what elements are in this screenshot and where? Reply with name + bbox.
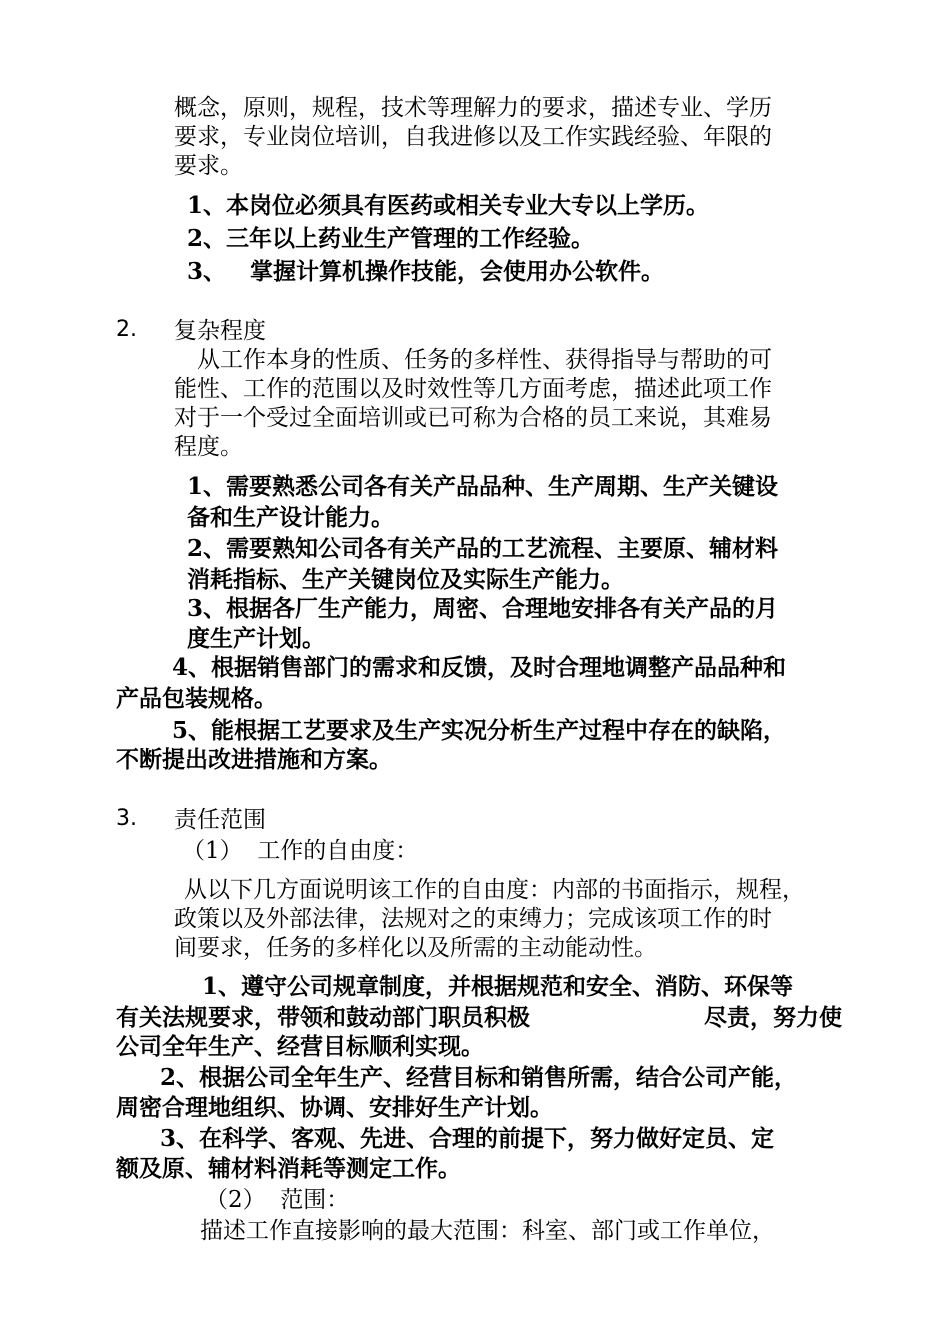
paragraph-line: 间要求，任务的多样化以及所需的主动能动性。 <box>174 935 657 961</box>
list-item: 备和生产设计能力。 <box>187 504 394 531</box>
list-item: 2、三年以上药业生产管理的工作经验。 <box>187 225 595 252</box>
list-item: 周密合理地组织、协调、安排好生产计划。 <box>116 1094 553 1121</box>
section-title: 责任范围 <box>174 807 266 833</box>
section-number: 2. <box>116 317 137 342</box>
paragraph-line: 能性、工作的范围以及时效性等几方面考虑，描述此项工作 <box>174 376 772 402</box>
list-item: 3、根据各厂生产能力，周密、合理地安排各有关产品的月 <box>187 595 779 622</box>
subsection-title: （1） 工作的自由度： <box>182 838 419 864</box>
list-item: 3、在科学、客观、先进、合理的前提下，努力做好定员、定 <box>160 1125 775 1152</box>
list-item: 1、需要熟悉公司各有关产品品种、生产周期、生产关键设 <box>187 473 779 500</box>
list-item: 5、能根据工艺要求及生产实况分析生产过程中存在的缺陷， <box>172 717 787 744</box>
list-item: 额及原、辅材料消耗等测定工作。 <box>116 1155 461 1182</box>
paragraph-line: 程度。 <box>174 434 243 460</box>
paragraph-line: 对于一个受过全面培训或已可称为合格的员工来说，其难易 <box>174 405 772 431</box>
list-item: 2、根据公司全年生产、经营目标和销售所需，结合公司产能， <box>160 1064 798 1091</box>
paragraph-line: 从以下几方面说明该工作的自由度：内部的书面指示，规程， <box>184 877 805 903</box>
list-item: 2、需要熟知公司各有关产品的工艺流程、主要原、辅材料 <box>187 535 779 562</box>
subsection-title: （2） 范围： <box>205 1187 350 1213</box>
paragraph-line: 要求。 <box>174 153 243 179</box>
section-number: 3. <box>116 806 137 831</box>
paragraph-line: 要求，专业岗位培训，自我进修以及工作实践经验、年限的 <box>174 124 772 150</box>
list-item: 尽责，努力使 <box>704 1004 842 1031</box>
section-title: 复杂程度 <box>174 318 266 344</box>
list-item: 产品包装规格。 <box>116 685 277 712</box>
paragraph-line: 描述工作直接影响的最大范围：科室、部门或工作单位， <box>200 1218 775 1244</box>
list-item: 公司全年生产、经营目标顺利实现。 <box>116 1033 484 1060</box>
list-item: 有关法规要求，带领和鼓动部门职员积极 <box>116 1004 530 1031</box>
paragraph-line: 概念，原则，规程，技术等理解力的要求，描述专业、学历 <box>174 95 772 121</box>
list-item: 1、本岗位必须具有医药或相关专业大专以上学历。 <box>187 192 710 219</box>
list-item: 1、遵守公司规章制度，并根据规范和安全、消防、环保等 <box>202 973 794 1000</box>
list-item: 不断提出改进措施和方案。 <box>116 746 392 773</box>
list-item: 4、根据销售部门的需求和反馈，及时合理地调整产品品种和 <box>172 654 787 681</box>
list-item: 3、 掌握计算机操作技能，会使用办公软件。 <box>187 258 665 285</box>
list-item: 度生产计划。 <box>187 625 325 652</box>
list-item: 消耗指标、生产关键岗位及实际生产能力。 <box>187 566 624 593</box>
paragraph-line: 政策以及外部法律，法规对之的束缚力；完成该项工作的时 <box>174 906 772 932</box>
paragraph-line: 从工作本身的性质、任务的多样性、获得指导与帮助的可 <box>197 347 772 373</box>
